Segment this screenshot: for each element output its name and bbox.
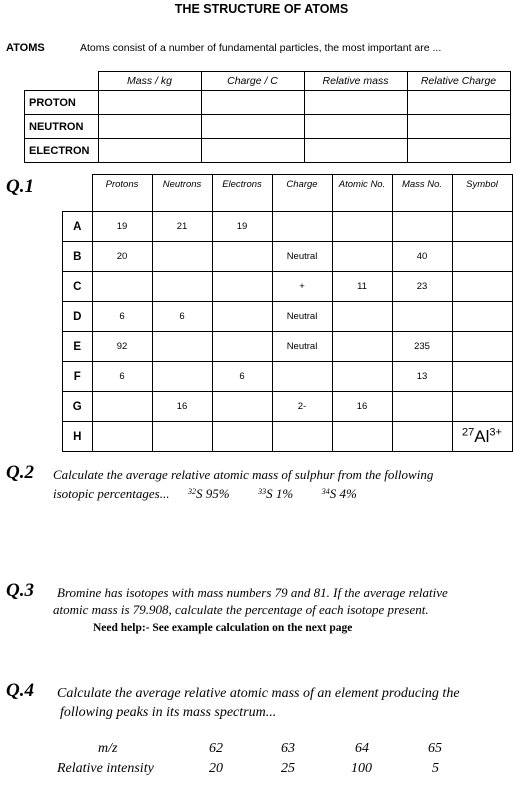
row-label-neutron: NEUTRON — [25, 115, 99, 139]
table-row — [63, 422, 513, 452]
table-cell[interactable] — [452, 242, 512, 272]
table-cell: 11 — [332, 272, 392, 302]
table-cell: 6 — [212, 362, 272, 392]
table-cell[interactable] — [272, 362, 332, 392]
table-cell: 2- — [272, 392, 332, 422]
question-2-prefix: isotopic percentages... — [53, 486, 170, 501]
intensity-label: Relative intensity — [57, 761, 154, 776]
page-title: THE STRUCTURE OF ATOMS — [174, 2, 349, 16]
table-row — [63, 362, 513, 392]
aluminium-symbol-cell — [452, 422, 512, 452]
table-cell[interactable] — [332, 422, 392, 452]
answer-cell[interactable] — [304, 91, 407, 115]
table-row — [63, 272, 513, 302]
question-2-line-2 — [53, 483, 513, 502]
row-label: E — [63, 332, 93, 362]
question-3-line-1: Bromine has isotopes with mass numbers 79 and 81. If the average relative — [57, 585, 448, 600]
table-cell[interactable] — [92, 392, 152, 422]
intensity-value: 5 — [432, 761, 439, 776]
table-cell: + — [272, 272, 332, 302]
table-cell[interactable] — [452, 362, 512, 392]
row-label: F — [63, 362, 93, 392]
table-cell[interactable] — [212, 332, 272, 362]
answer-cell[interactable] — [98, 139, 201, 163]
table-cell: 23 — [392, 272, 452, 302]
table-cell[interactable] — [272, 212, 332, 242]
question-4-text — [57, 684, 517, 722]
answer-cell[interactable] — [407, 91, 510, 115]
table-cell[interactable] — [392, 302, 452, 332]
answer-cell[interactable] — [304, 115, 407, 139]
answer-cell[interactable] — [201, 115, 304, 139]
atoms-table — [62, 174, 513, 452]
table-row — [63, 392, 513, 422]
intensity-value: 25 — [281, 761, 295, 776]
question-4-line-2: following peaks in its mass spectrum... — [60, 705, 277, 720]
mz-value: 65 — [428, 741, 442, 756]
atoms-label: ATOMS — [6, 42, 45, 54]
question-1-label: Q.1 — [6, 176, 34, 197]
question-3-text — [53, 584, 517, 618]
table-cell: 16 — [152, 392, 212, 422]
header-mass-no: Mass No. — [392, 175, 452, 212]
table-cell[interactable] — [452, 332, 512, 362]
table-cell: 19 — [92, 212, 152, 242]
element-symbol: Al — [474, 426, 490, 446]
row-label: B — [63, 242, 93, 272]
table-cell[interactable] — [452, 392, 512, 422]
header-neutrons: Neutrons — [152, 175, 212, 212]
row-label: A — [63, 212, 93, 242]
answer-cell[interactable] — [407, 115, 510, 139]
table-cell[interactable] — [392, 212, 452, 242]
row-label: H — [63, 422, 93, 452]
table-row — [63, 242, 513, 272]
table-cell[interactable] — [152, 272, 212, 302]
answer-cell[interactable] — [407, 139, 510, 163]
table-cell[interactable] — [152, 422, 212, 452]
table-cell: 6 — [152, 302, 212, 332]
table-cell[interactable] — [332, 362, 392, 392]
table-cell[interactable] — [452, 302, 512, 332]
isotope: $^{32}$S 95% — [188, 486, 230, 501]
table-cell[interactable] — [212, 422, 272, 452]
header-relative-charge: Relative Charge — [407, 72, 510, 91]
row-label-proton: PROTON — [25, 91, 99, 115]
question-4-label: Q.4 — [6, 680, 34, 701]
table-cell: 20 — [92, 242, 152, 272]
header-protons: Protons — [92, 175, 152, 212]
row-label: C — [63, 272, 93, 302]
question-2-line-1: Calculate the average relative atomic mass of sulphur from the following — [53, 467, 434, 482]
table-cell[interactable] — [332, 332, 392, 362]
table-cell[interactable] — [392, 422, 452, 452]
table-cell[interactable] — [392, 392, 452, 422]
row-label: G — [63, 392, 93, 422]
row-label: D — [63, 302, 93, 332]
table-cell: 6 — [92, 302, 152, 332]
header-charge: Charge — [272, 175, 332, 212]
intensity-value: 20 — [209, 761, 223, 776]
mz-label: m/z — [98, 741, 118, 756]
isotope: $^{34}$S 4% — [321, 486, 357, 501]
table-cell: 40 — [392, 242, 452, 272]
table-cell: 13 — [392, 362, 452, 392]
header-relative-mass: Relative mass — [304, 72, 407, 91]
table-row — [63, 332, 513, 362]
table-row — [25, 91, 511, 115]
table-cell[interactable] — [212, 392, 272, 422]
corner-cell — [25, 72, 99, 91]
table-row — [63, 212, 513, 242]
table-row — [25, 139, 511, 163]
mz-value: 62 — [209, 741, 223, 756]
table-cell[interactable] — [212, 302, 272, 332]
row-label-electron: ELECTRON — [25, 139, 99, 163]
question-2-label: Q.2 — [6, 462, 34, 483]
corner-cell — [63, 175, 93, 212]
table-cell: 235 — [392, 332, 452, 362]
header-electrons: Electrons — [212, 175, 272, 212]
table-cell[interactable] — [152, 332, 212, 362]
table-cell[interactable] — [92, 422, 152, 452]
table-cell[interactable] — [272, 422, 332, 452]
answer-cell[interactable] — [201, 139, 304, 163]
table-row — [25, 115, 511, 139]
atoms-description: Atoms consist of a number of fundamental particles, the most important are ... — [80, 42, 442, 54]
isotope: $^{33}$S 1% — [258, 486, 294, 501]
ion-charge: 3+ — [489, 426, 502, 439]
table-cell[interactable] — [212, 272, 272, 302]
particles-table — [24, 71, 511, 163]
table-cell: 6 — [92, 362, 152, 392]
table-cell[interactable] — [152, 362, 212, 392]
answer-cell[interactable] — [304, 139, 407, 163]
help-note: Need help:- See example calculation on the next page — [93, 622, 353, 634]
question-3-line-2: atomic mass is 79.908, calculate the percentage of each isotope present. — [53, 602, 429, 617]
answer-cell[interactable] — [98, 115, 201, 139]
table-cell[interactable] — [332, 242, 392, 272]
table-cell[interactable] — [152, 242, 212, 272]
question-2-text — [53, 466, 513, 502]
answer-cell[interactable] — [98, 91, 201, 115]
table-cell: Neutral — [272, 332, 332, 362]
table-cell[interactable] — [92, 272, 152, 302]
mass-number: 27 — [462, 426, 475, 439]
table-cell: 19 — [212, 212, 272, 242]
table-row — [63, 302, 513, 332]
table-cell[interactable] — [332, 212, 392, 242]
table-cell: Neutral — [272, 302, 332, 332]
header-atomic-no: Atomic No. — [332, 175, 392, 212]
question-3-label: Q.3 — [6, 580, 34, 601]
table-cell[interactable] — [332, 302, 392, 332]
mz-value: 63 — [281, 741, 295, 756]
table-cell[interactable] — [452, 272, 512, 302]
table-cell: 16 — [332, 392, 392, 422]
header-symbol: Symbol — [452, 175, 512, 212]
question-4-line-1: Calculate the average relative atomic mass of an element producing the — [57, 686, 460, 701]
table-cell: 92 — [92, 332, 152, 362]
header-charge: Charge / C — [201, 72, 304, 91]
answer-cell[interactable] — [201, 91, 304, 115]
mz-value: 64 — [355, 741, 369, 756]
table-cell[interactable] — [212, 242, 272, 272]
table-cell: 21 — [152, 212, 212, 242]
intensity-value: 100 — [351, 761, 372, 776]
header-mass: Mass / kg — [98, 72, 201, 91]
table-cell: Neutral — [272, 242, 332, 272]
table-cell[interactable] — [452, 212, 512, 242]
